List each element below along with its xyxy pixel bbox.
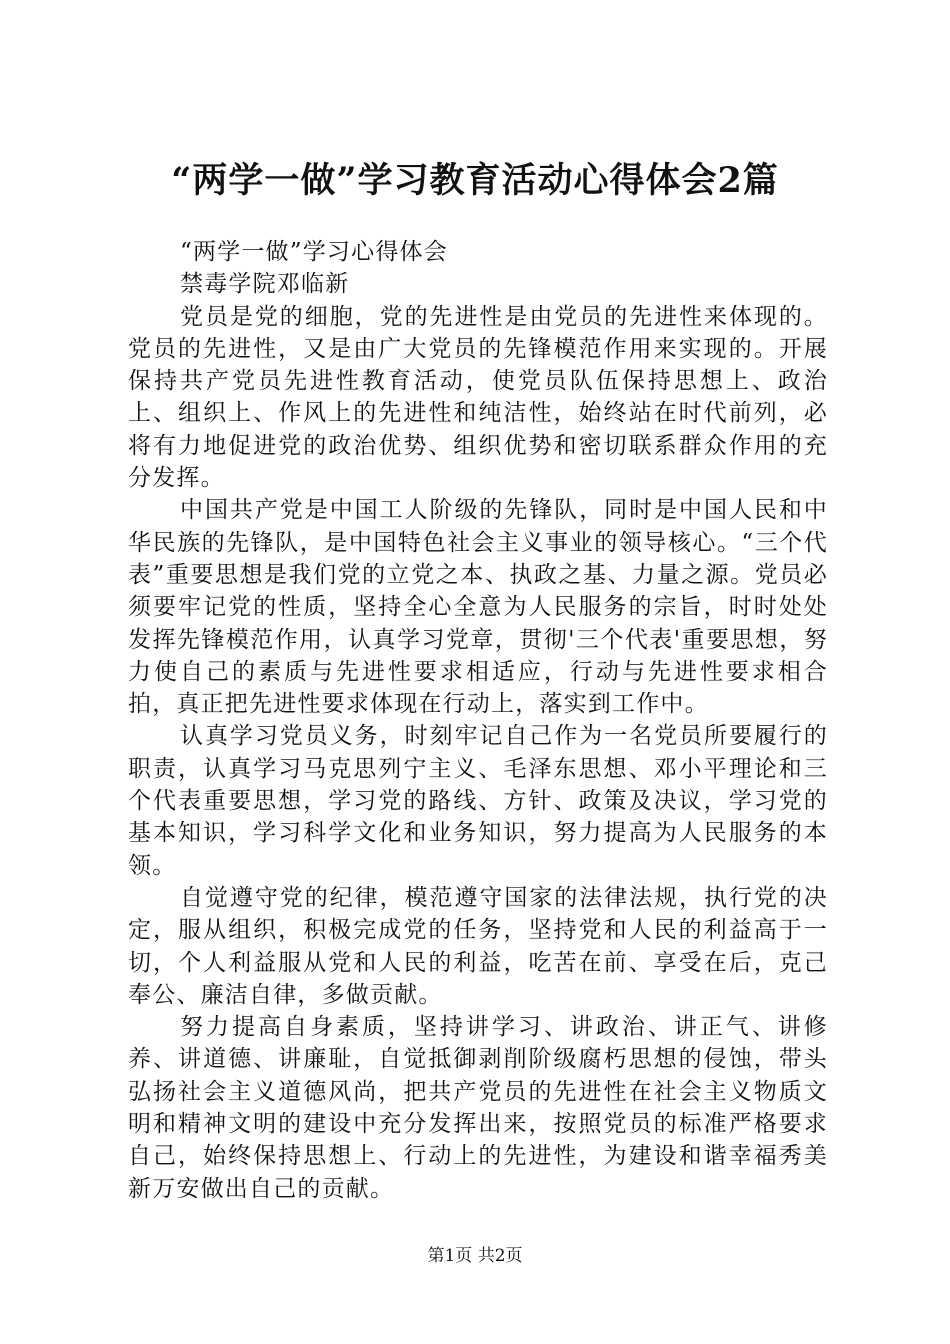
paragraph: 党员是党的细胞，党的先进性是由党员的先进性来体现的。党员的先进性，又是由广大党员的先锋模范作用来实现的。开展保持共产党员先进性教育活动，使党员队伍保持思想上、政治上、组织上、作风上的先进性和纯洁性，始终站在时代前列，必将有力地促进党的政治优势、组织优势和密切联系群众作用的充分发挥。 xyxy=(128,303,828,492)
page-number: 第1页 共2页 xyxy=(427,1246,523,1266)
document-body xyxy=(128,236,828,1205)
paragraph: 自觉遵守党的纪律，模范遵守国家的法律法规，执行党的决定，服从组织，积极完成党的任务，坚持党和人民的利益高于一切，个人利益服从党和人民的利益，吃苦在前、享受在后，克己奉公、廉洁自律，多做贡献。 xyxy=(128,884,828,1008)
document-author: 禁毒学院邓临新 xyxy=(180,271,350,298)
paragraph: 中国共产党是中国工人阶级的先锋队，同时是中国人民和中华民族的先锋队，是中国特色社会主义事业的领导核心。“三个代表”重要思想是我们党的立党之本、执政之基、力量之源。党员必须要牢记党的性质，坚持全心全意为人民服务的宗旨，时时处处发挥先锋模范作用，认真学习党章，贯彻'三个代表'重要思想，努力使自己的素质与先进性要求相适应，行动与先进性要求相合拍，真正把先进性要求体现在行动上，落实到工作中。 xyxy=(128,497,828,718)
paragraph: 努力提高自身素质，坚持讲学习、讲政治、讲正气、讲修养、讲道德、讲廉耻，自觉抵御剥削阶级腐朽思想的侵蚀，带头弘扬社会主义道德风尚，把共产党员的先进性在社会主义物质文明和精神文明的建设中充分发挥出来，按照党员的标准严格要求自己，始终保持思想上、行动上的先进性，为建设和谐幸福秀美新万安做出自己的贡献。 xyxy=(128,1014,828,1202)
paragraph: 认真学习党员义务，时刻牢记自己作为一名党员所要履行的职责，认真学习马克思列宁主义、毛泽东思想、邓小平理论和三个代表重要思想，学习党的路线、方针、政策及决议，学习党的基本知识，学习科学文化和业务知识，努力提高为人民服务的本领。 xyxy=(128,723,828,879)
document-subtitle: “两学一做”学习心得体会 xyxy=(180,239,448,265)
document-title: “两学一做”学习教育活动心得体会2篇 xyxy=(171,160,779,201)
